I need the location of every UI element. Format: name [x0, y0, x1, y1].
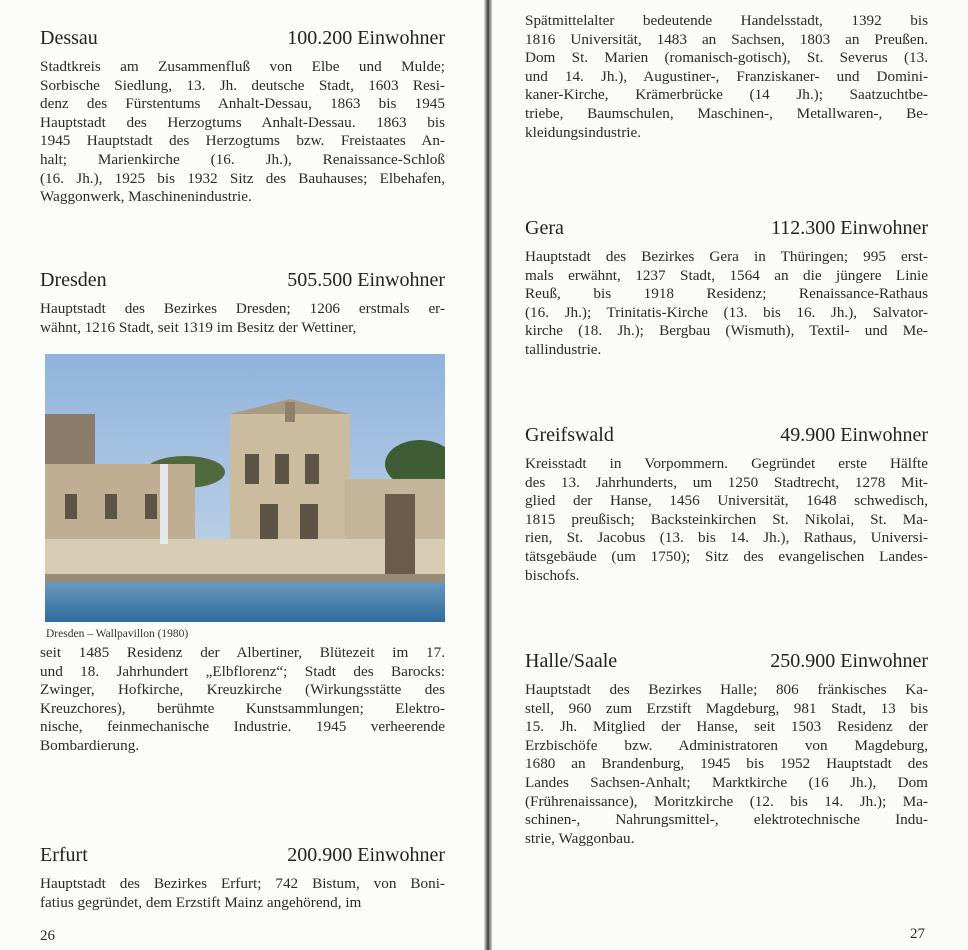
text-line: tallindustrie.	[525, 340, 602, 358]
text-line: des 13. Jahrhunderts, um 1250 Stadtrecht, 1278 Mit-	[525, 473, 928, 491]
entry-greifswald	[525, 423, 928, 585]
text-line: seit 1485 Residenz der Albertiner, Blütezeit im 17.	[40, 644, 445, 661]
population: 200.900 Einwohner	[287, 844, 445, 866]
text-line: mals erwähnt, 1237 Stadt, 1564 an die jüngere Linie	[525, 266, 928, 284]
population: 505.500 Einwohner	[287, 269, 445, 291]
entry-text	[525, 248, 928, 360]
entry-erfurt	[40, 843, 445, 912]
entry-halle-saale	[525, 649, 928, 848]
text-line: kirche (18. Jh.); Bergbau (Wismuth), Textil- und Me-	[525, 322, 928, 340]
entry-text	[40, 58, 445, 207]
text-line: triebe, Baumschulen, Maschinen-, Metallwaren-, Be-	[525, 104, 928, 122]
text-line: tätsgebäude (um 1750); Sitz des evangelischen Landes-	[525, 547, 928, 565]
text-line: Dom St. Marien (romanisch-gotisch), St. Severus (13.	[525, 49, 928, 67]
text-line: (Frührenaissance), Moritzkirche (12. bis 14. Jh.); Ma-	[525, 792, 928, 810]
text-line: Hauptstadt des Bezirkes Dresden; 1206 erstmals er-	[40, 300, 445, 317]
text-line: Hauptstadt des Bezirkes Halle; 806 fränkisches Ka-	[525, 681, 928, 698]
entry-erfurt-continued	[525, 12, 928, 142]
entry-header	[40, 26, 445, 50]
text-line: Kreisstadt in Vorpommern. Gegründet erste Hälfte	[525, 455, 928, 472]
text-line: (16. Jh.); Trinitatis-Kirche (13. bis 16. Jh.), Salvator-	[525, 303, 928, 321]
text-line: schinen-, Nahrungsmittel-, elektrotechnische Indu-	[525, 811, 928, 829]
text-line: Erzbischöfe bzw. Administratoren von Magdeburg,	[525, 736, 928, 754]
text-line: halt; Marienkirche (16. Jh.), Renaissance-Schloß	[40, 150, 445, 168]
entry-header	[525, 216, 928, 240]
photo-dresden-wallpavillon	[45, 354, 445, 622]
text-line: strie, Waggonbau.	[525, 829, 635, 847]
entry-text	[525, 12, 928, 142]
population: 49.900 Einwohner	[780, 424, 928, 446]
entry-gera	[525, 216, 928, 360]
entry-header	[525, 423, 928, 447]
entry-header	[40, 843, 445, 867]
text-line: Spätmittelalter bedeutende Handelsstadt, 1392 bis	[525, 12, 928, 29]
text-line: bischofs.	[525, 566, 580, 584]
city-name: Greifswald	[525, 424, 614, 446]
photo-caption: Dresden – Wallpavillon (1980)	[46, 628, 189, 640]
text-line: Zwinger, Hofkirche, Kreuzkirche (Wirkungsstätte des	[40, 681, 445, 699]
entry-header	[40, 268, 445, 292]
city-name: Dessau	[40, 27, 98, 49]
text-line: kaner-Kirche, Krämerbrücke (14 Jh.); Saatzuchtbe-	[525, 86, 928, 104]
entry-text	[40, 875, 445, 912]
entry-text	[40, 300, 445, 337]
text-line: Bombardierung.	[40, 736, 140, 754]
text-line: Stadtkreis am Zusammenfluß von Elbe und Mulde;	[40, 58, 445, 75]
entry-dessau	[40, 26, 445, 207]
text-line: Hauptstadt des Herzogtums Anhalt-Dessau. 1863 bis	[40, 113, 445, 131]
text-line: nische, feinmechanische Industrie. 1945 verheerende	[40, 718, 445, 736]
text-line: fatius gegründet, dem Erzstift Mainz angehörend, im	[40, 893, 362, 911]
text-line: Landes Sachsen-Anhalt; Marktkirche (16 Jh.), Dom	[525, 773, 928, 791]
text-line: 1816 Universität, 1483 an Sachsen, 1803 an Preußen.	[525, 30, 928, 48]
entry-text	[525, 455, 928, 585]
page-number: 27	[910, 926, 925, 942]
text-line: Reuß, bis 1918 Residenz; Renaissance-Rathaus	[525, 285, 928, 303]
text-line: und 14. Jh.), Augustiner-, Franziskaner- und Domini-	[525, 67, 928, 85]
population: 100.200 Einwohner	[287, 27, 445, 49]
entry-dresden-continued	[40, 644, 445, 756]
text-line: Hauptstadt des Bezirkes Gera in Thüringen; 995 erst-	[525, 248, 928, 265]
page-number: 26	[40, 928, 55, 944]
population: 112.300 Einwohner	[770, 217, 928, 239]
population: 250.900 Einwohner	[770, 650, 928, 672]
text-line: Hauptstadt des Bezirkes Erfurt; 742 Bistum, von Boni-	[40, 875, 445, 892]
text-line: Kreuzchores), berühmte Kunstsammlungen; Elektro-	[40, 699, 445, 717]
right-page	[492, 0, 968, 950]
text-line: stell, 960 zum Erzstift Magdeburg, 981 Stadt, 13 bis	[525, 699, 928, 717]
entry-text	[525, 681, 928, 848]
text-line: und 18. Jahrhundert „Elbflorenz“; Stadt des Barocks:	[40, 662, 445, 680]
text-line: Waggonwerk, Maschinenindustrie.	[40, 188, 252, 206]
text-line: (16. Jh.), 1925 bis 1932 Sitz des Bauhauses; Elbehafen,	[40, 169, 445, 187]
text-line: Sorbische Siedlung, 13. Jh. deutsche Stadt, 1603 Resi-	[40, 76, 445, 94]
text-line: kleidungsindustrie.	[525, 123, 642, 141]
text-line: 1680 an Brandenburg, 1945 bis 1952 Hauptstadt des	[525, 755, 928, 773]
text-line: 15. Jh. Mitglied der Hanse, seit 1503 Residenz der	[525, 718, 928, 736]
entry-dresden	[40, 268, 445, 337]
city-name: Halle/Saale	[525, 650, 618, 672]
text-line: glied der Hanse, 1456 Universität, 1648 schwedisch,	[525, 492, 928, 510]
city-name: Erfurt	[40, 844, 88, 866]
text-line: wähnt, 1216 Stadt, seit 1319 im Besitz der Wettiner,	[40, 318, 357, 336]
city-name: Gera	[525, 217, 564, 239]
text-line: rien, St. Jacobus (13. bis 14. Jh.), Rathaus, Universi-	[525, 529, 928, 547]
city-name: Dresden	[40, 269, 107, 291]
entry-header	[525, 649, 928, 673]
text-line: 1815 preußisch; Backsteinkirchen St. Nikolai, St. Ma-	[525, 510, 928, 528]
entry-text	[40, 644, 445, 756]
text-line: denz des Fürstentums Anhalt-Dessau, 1863 bis 1945	[40, 95, 445, 113]
text-line: 1945 Hauptstadt des Herzogtums bzw. Freistaates An-	[40, 132, 445, 150]
